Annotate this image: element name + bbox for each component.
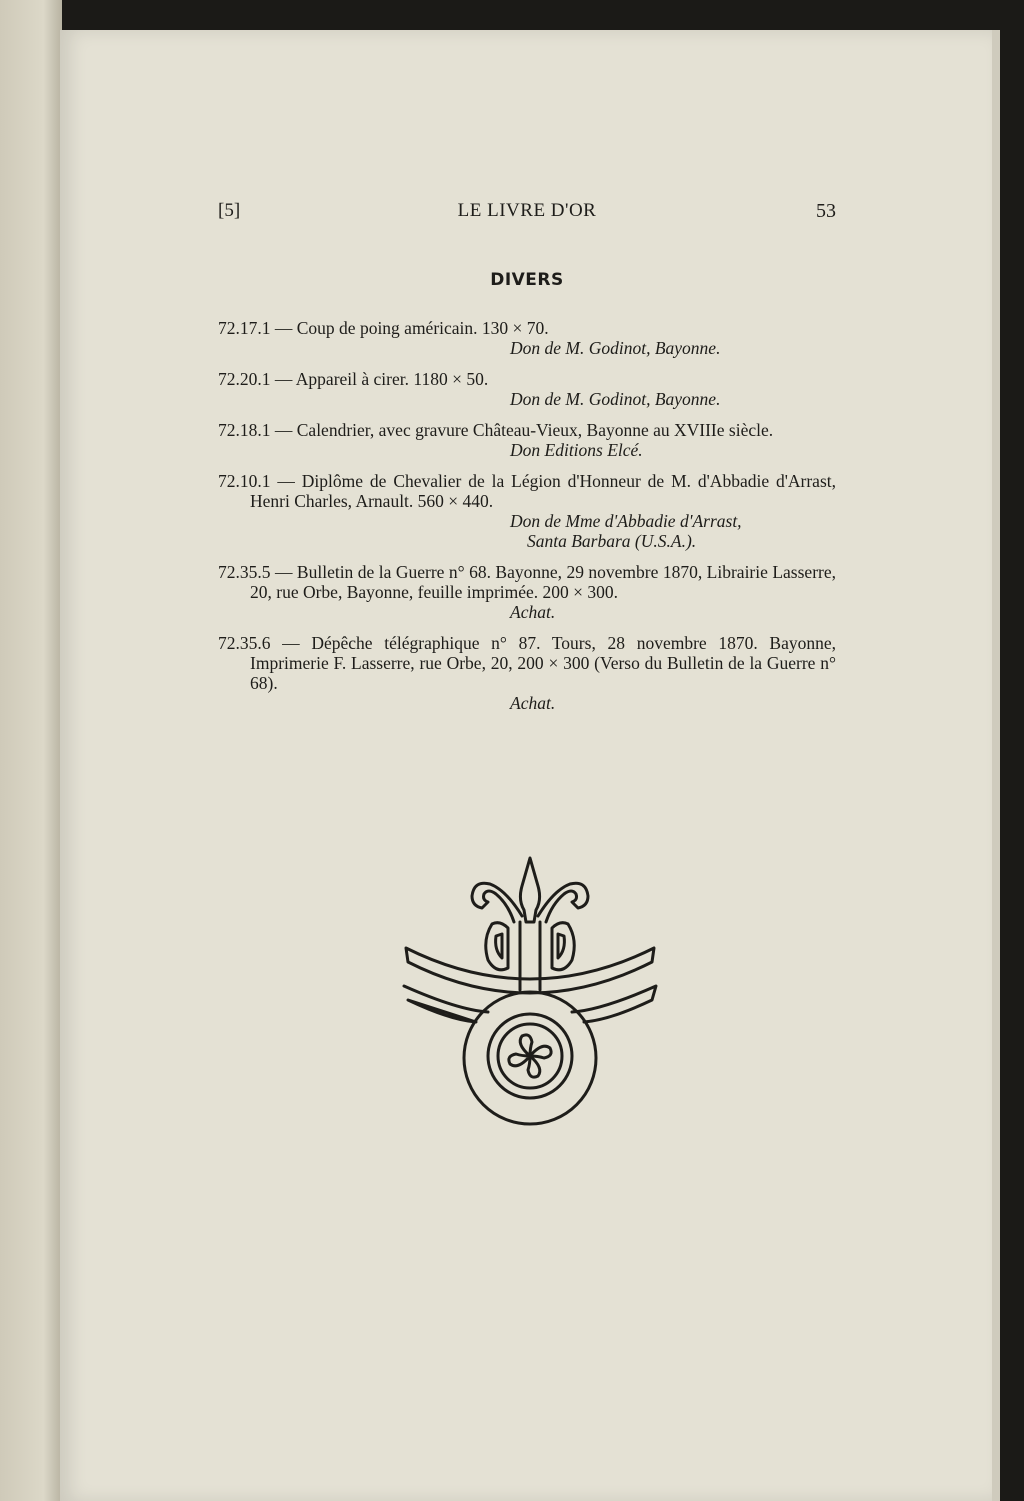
- list-item: [218, 369, 836, 409]
- entry-donor: Don Editions Elcé.: [510, 440, 643, 460]
- list-item: [218, 318, 836, 358]
- entries-list: [218, 318, 836, 724]
- entry-text: 72.17.1 — Coup de poing américain. 130 × 70.: [218, 318, 549, 338]
- entry-text: 72.35.6 — Dépêche télégraphique n° 87. Tours, 28 novembre 1870. Bayonne, Imprimerie F. Lasserre, rue Orbe, 20, 200 × 300 (Verso du Bulletin de la Guerre n° 68).: [218, 633, 836, 693]
- entry-text: 72.35.5 — Bulletin de la Guerre n° 68. Bayonne, 29 novembre 1870, Librairie Lasserre, 20, rue Orbe, Bayonne, feuille imprimée. 200 × 300.: [218, 562, 836, 602]
- entry-donor: Don de Mme d'Abbadie d'Arrast,: [510, 511, 742, 531]
- section-title: DIVERS: [490, 270, 564, 290]
- entry-donor: Achat.: [510, 693, 556, 713]
- list-item: [218, 562, 836, 622]
- list-item: [218, 420, 836, 460]
- entry-donor-line-2: Santa Barbara (U.S.A.).: [527, 531, 697, 551]
- entry-donor: Don de M. Godinot, Bayonne.: [510, 338, 721, 358]
- right-page-edge: [992, 30, 1000, 1501]
- entry-text: 72.18.1 — Calendrier, avec gravure Château-Vieux, Bayonne au XVIIIe siècle.: [218, 420, 774, 440]
- running-title: LE LIVRE D'OR: [457, 200, 597, 221]
- left-page-edge: [0, 0, 62, 1501]
- book-page: [60, 30, 992, 1501]
- entry-text: 72.20.1 — Appareil à cirer. 1180 × 50.: [218, 369, 489, 389]
- page-number: 53: [816, 200, 836, 222]
- running-header: [218, 200, 836, 230]
- list-item: [218, 633, 836, 713]
- basque-ornament-icon: [398, 850, 662, 1126]
- section-number: [5]: [218, 200, 241, 221]
- entry-donor: Achat.: [510, 602, 556, 622]
- entry-donor: Don de M. Godinot, Bayonne.: [510, 389, 721, 409]
- list-item: [218, 471, 836, 551]
- entry-text: 72.10.1 — Diplôme de Chevalier de la Légion d'Honneur de M. d'Abbadie d'Arrast, Henri Charles, Arnault. 560 × 440.: [218, 471, 836, 511]
